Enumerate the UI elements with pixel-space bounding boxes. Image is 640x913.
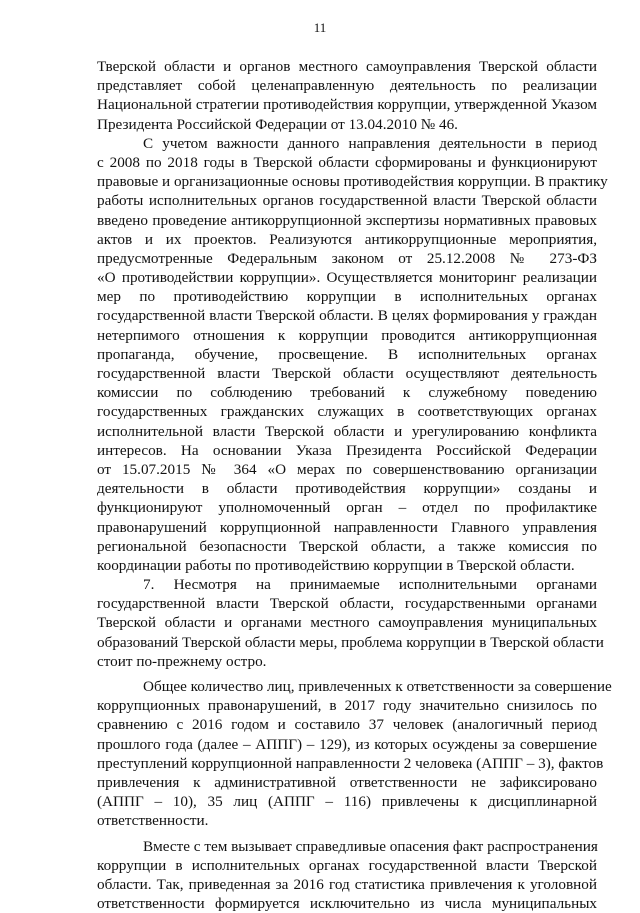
text-line: с 2008 по 2018 годы в Тверской области сформированы и функционируют [97, 153, 597, 172]
text-line: правонарушений коррупционной направленности Главного управления [97, 518, 597, 537]
text-line: правовые и организационные основы противодействия коррупции. В практику [97, 172, 597, 191]
text-line: представляет собой целенаправленную деятельность по реализации [97, 76, 597, 95]
text-line: комиссии по соблюдению требований к служебному поведению [97, 383, 597, 402]
page-number: 11 [0, 20, 640, 36]
text-line: государственной власти Тверской области осуществляют деятельность [97, 364, 597, 383]
text-line: государственной власти Тверской области, государственными органами [97, 594, 597, 613]
text-line: прошлого года (далее – АППГ) – 129), из которых осуждены за совершение [97, 735, 597, 754]
text-line: образований Тверской области меры, проблема коррупции в Тверской области [97, 633, 597, 652]
text-line: интересов. На основании Указа Президента Российской Федерации [97, 441, 597, 460]
text-line: привлечения к административной ответственности не зафиксировано [97, 773, 597, 792]
text-line: работы исполнительных органов государственной власти Тверской области [97, 191, 597, 210]
text-line: нетерпимого отношения к коррупции проводится антикоррупционная [97, 326, 597, 345]
text-line: предусмотренные Федеральным законом от 25.12.2008 № 273-ФЗ [97, 249, 597, 268]
text-line: ответственности. [97, 811, 597, 830]
text-line: функционируют уполномоченный орган – отдел по профилактике [97, 498, 597, 517]
text-line: пропаганда, обучение, просвещение. В исполнительных органах [97, 345, 597, 364]
text-line: мер по противодействию коррупции в исполнительных органах [97, 287, 597, 306]
text-line: исполнительной власти Тверской области и урегулированию конфликта [97, 422, 597, 441]
text-line: Президента Российской Федерации от 13.04.2010 № 46. [97, 115, 597, 134]
text-line: Вместе с тем вызывает справедливые опасения факт распространения [97, 837, 597, 856]
text-line: коррупции в исполнительных органах государственной власти Тверской [97, 856, 597, 875]
text-line: введено проведение антикоррупционной экспертизы нормативных правовых [97, 211, 597, 230]
text-line: 7. Несмотря на принимаемые исполнительными органами [97, 575, 597, 594]
text-line: Национальной стратегии противодействия коррупции, утвержденной Указом [97, 95, 597, 114]
text-line: коррупционных правонарушений, в 2017 году значительно снизилось по [97, 696, 597, 715]
text-line: актов и их проектов. Реализуются антикоррупционные мероприятия, [97, 230, 597, 249]
text-line: от 15.07.2015 № 364 «О мерах по совершенствованию организации [97, 460, 597, 479]
text-line: Тверской области и органов местного самоуправления Тверской области [97, 57, 597, 76]
paragraph-2 [97, 134, 597, 575]
document-body [97, 57, 597, 913]
text-line: деятельности в области противодействия коррупции» созданы и [97, 479, 597, 498]
text-line: «О противодействии коррупции». Осуществляется мониторинг реализации [97, 268, 597, 287]
text-line: государственной власти Тверской области. В целях формирования у граждан [97, 306, 597, 325]
text-line: региональной безопасности Тверской области, а также комиссия по [97, 537, 597, 556]
text-line: С учетом важности данного направления деятельности в период [97, 134, 597, 153]
text-line: (АППГ – 10), 35 лиц (АППГ – 116) привлечены к дисциплинарной [97, 792, 597, 811]
text-line: Общее количество лиц, привлеченных к ответственности за совершение [97, 677, 597, 696]
text-line: сравнению с 2016 годом и составило 37 человек (аналогичный период [97, 715, 597, 734]
text-line: Тверской области и органами местного самоуправления муниципальных [97, 613, 597, 632]
paragraph-3 [97, 575, 597, 671]
text-line: области. Так, приведенная за 2016 год статистика привлечения к уголовной [97, 875, 597, 894]
paragraph-1 [97, 57, 597, 134]
paragraph-4 [97, 677, 597, 831]
text-line: стоит по-прежнему остро. [97, 652, 597, 671]
text-line: координации работы по противодействию коррупции в Тверской области. [97, 556, 597, 575]
text-line: ответственности формируется исключительно из числа муниципальных [97, 894, 597, 913]
text-line: преступлений коррупционной направленности 2 человека (АППГ – 3), фактов [97, 754, 597, 773]
paragraph-5 [97, 837, 597, 913]
text-line: государственных гражданских служащих в соответствующих органах [97, 402, 597, 421]
